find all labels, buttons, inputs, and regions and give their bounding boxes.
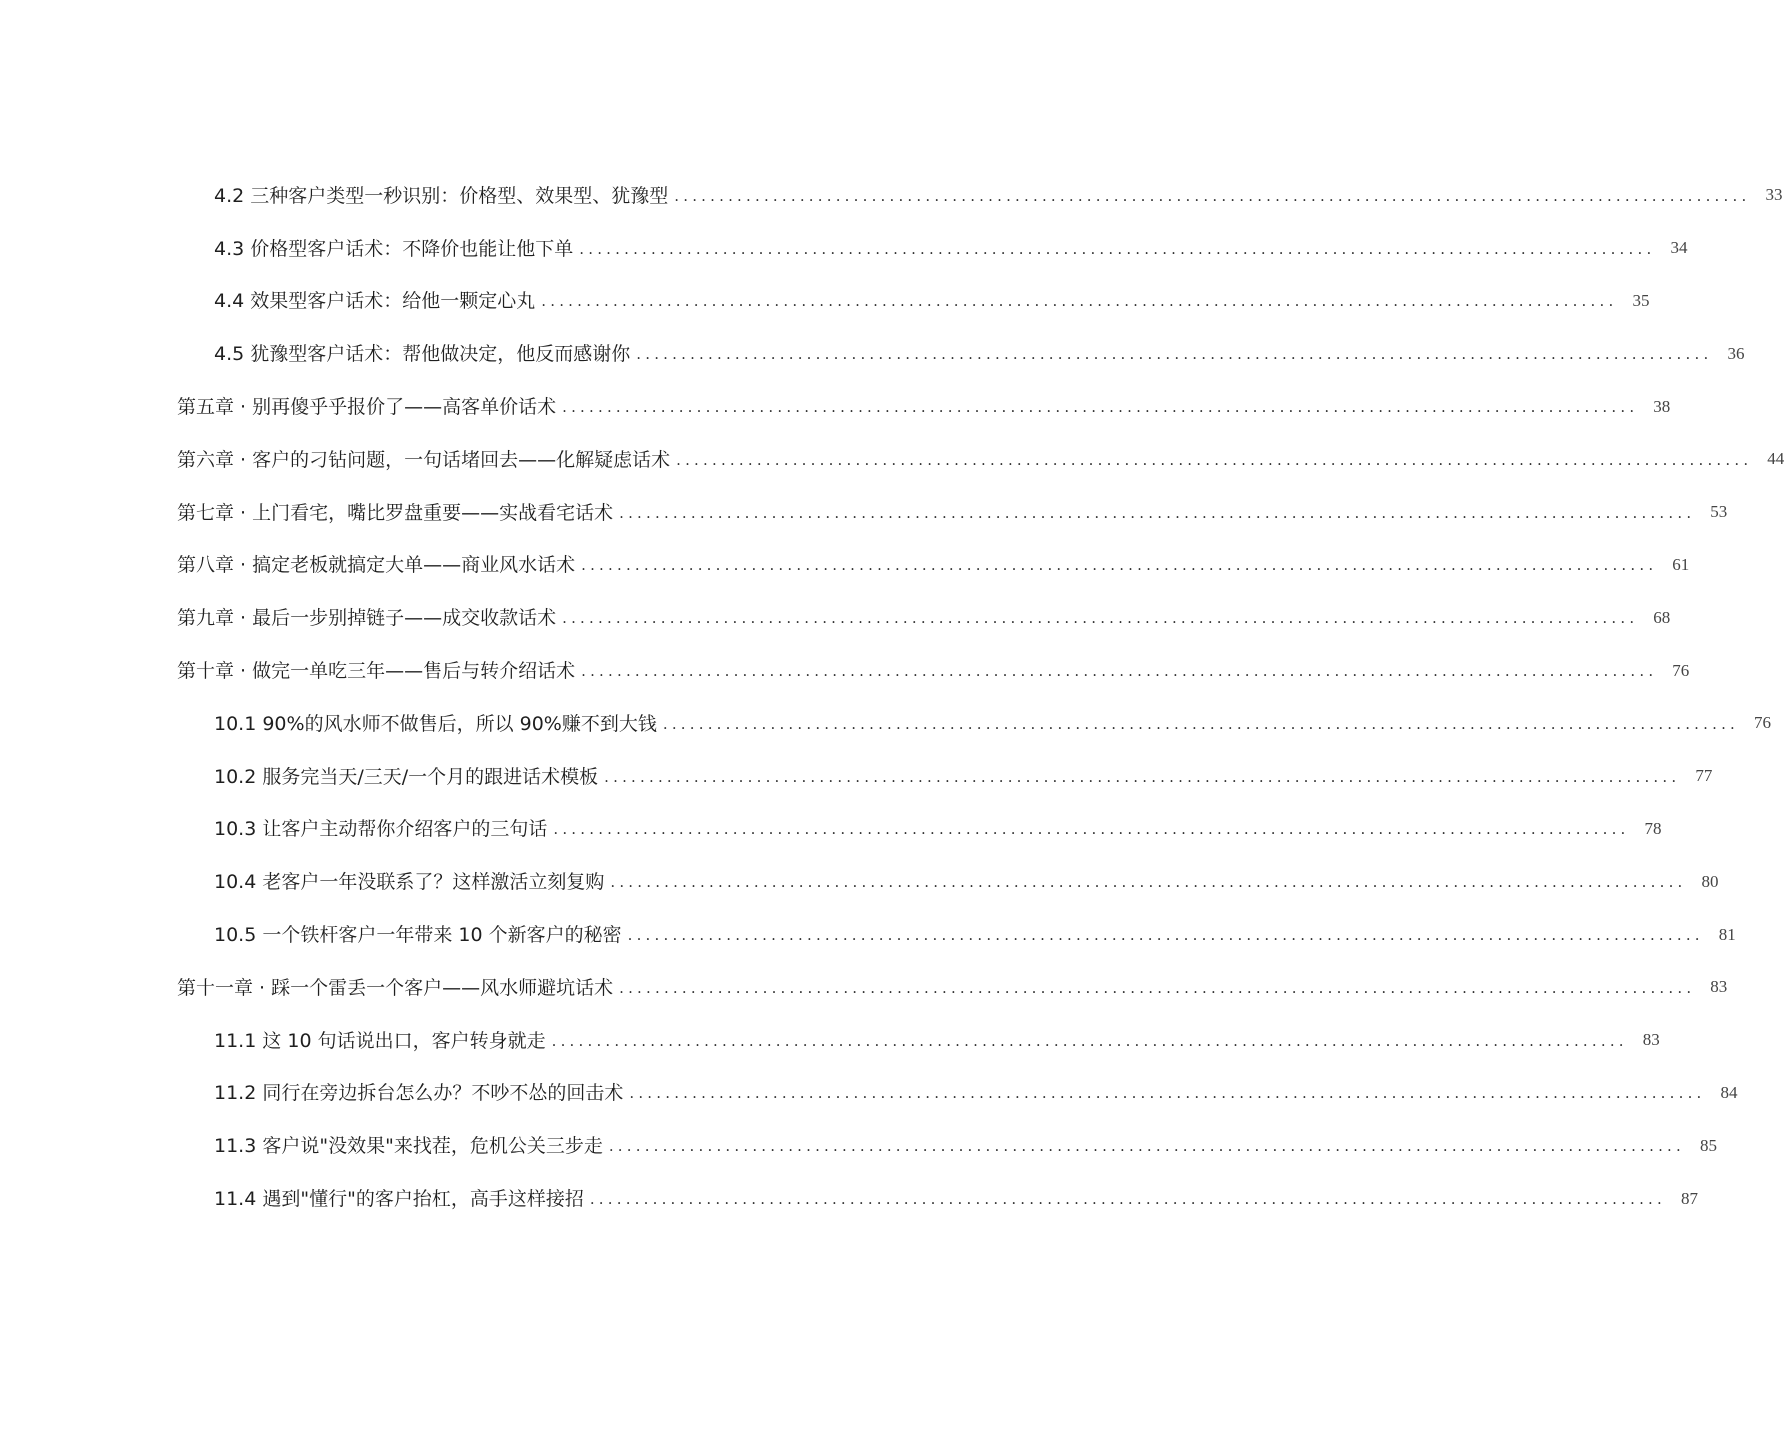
- toc-entry-title: 11.1 这 10 句话说出口，客户转身就走: [214, 1029, 546, 1052]
- dot-leader: ........................................................................................................................: [551, 1031, 1628, 1050]
- toc-entry-title: 第六章 · 客户的刁钻问题，一句话堵回去——化解疑虑话术: [177, 448, 671, 471]
- toc-entry-title: 第八章 · 搞定老板就搞定大单——商业风水话术: [177, 554, 576, 577]
- toc-page-number: 38: [1653, 396, 1671, 416]
- toc-entry-title: 10.1 90%的风水师不做售后，所以 90%赚不到大钱: [214, 712, 657, 735]
- toc-page-number: 44: [1767, 449, 1784, 469]
- toc-entry-title: 11.3 客户说"没效果"来找茬，危机公关三步走: [214, 1135, 603, 1158]
- dot-leader: ........................................................................................................................: [581, 556, 1658, 575]
- toc-entry-title: 11.4 遇到"懂行"的客户抬杠，高手这样接招: [214, 1188, 584, 1211]
- toc-page-number: 76: [1672, 660, 1690, 680]
- toc-page-number: 83: [1710, 977, 1728, 997]
- toc-page-number: 76: [1754, 713, 1772, 733]
- table-of-contents: [0, 168, 1784, 1224]
- toc-page-number: 33: [1765, 185, 1783, 205]
- toc-page-number: 80: [1701, 871, 1719, 891]
- toc-entry-title: 第七章 · 上门看宅，嘴比罗盘重要——实战看宅话术: [177, 501, 614, 524]
- toc-section-entry[interactable]: [0, 1066, 1738, 1119]
- dot-leader: ........................................................................................................................: [579, 239, 1656, 258]
- toc-section-entry[interactable]: [0, 854, 1719, 907]
- toc-entry-title: 4.5 犹豫型客户话术：帮他做决定，他反而感谢你: [214, 343, 631, 366]
- dot-leader: ........................................................................................................................: [636, 345, 1713, 364]
- toc-entry-title: 11.2 同行在旁边拆台怎么办？不吵不怂的回击术: [214, 1082, 624, 1105]
- toc-entry-title: 第十一章 · 踩一个雷丢一个客户——风水师避坑话术: [177, 976, 614, 999]
- dot-leader: ........................................................................................................................: [627, 926, 1704, 945]
- dot-leader: ........................................................................................................................: [562, 398, 1639, 417]
- toc-section-entry[interactable]: [0, 696, 1772, 749]
- toc-entry-title: 10.2 服务完当天/三天/一个月的跟进话术模板: [214, 765, 599, 788]
- toc-page-number: 81: [1718, 924, 1736, 944]
- toc-entry-title: 4.2 三种客户类型一秒识别：价格型、效果型、犹豫型: [214, 184, 669, 207]
- toc-section-entry[interactable]: [0, 749, 1713, 802]
- toc-page-number: 78: [1644, 818, 1662, 838]
- dot-leader: ........................................................................................................................: [674, 186, 1751, 205]
- toc-section-entry[interactable]: [0, 326, 1745, 379]
- toc-chapter-entry[interactable]: [0, 485, 1728, 538]
- toc-chapter-entry[interactable]: [0, 590, 1671, 643]
- toc-page-number: 87: [1681, 1188, 1698, 1208]
- toc-chapter-entry[interactable]: [0, 538, 1690, 591]
- dot-leader: ........................................................................................................................: [604, 767, 1681, 786]
- dot-leader: ........................................................................................................................: [562, 609, 1639, 628]
- toc-entry-title: 10.4 老客户一年没联系了？这样激活立刻复购: [214, 871, 605, 894]
- dot-leader: ........................................................................................................................: [553, 820, 1630, 839]
- toc-page-number: 77: [1695, 766, 1713, 786]
- dot-leader: ........................................................................................................................: [619, 503, 1696, 522]
- dot-leader: ........................................................................................................................: [662, 714, 1740, 733]
- toc-page-number: 61: [1672, 554, 1690, 574]
- toc-chapter-entry[interactable]: [0, 960, 1728, 1013]
- toc-section-entry[interactable]: [0, 274, 1650, 327]
- toc-chapter-entry[interactable]: [0, 379, 1671, 432]
- toc-chapter-entry[interactable]: [0, 643, 1690, 696]
- toc-section-entry[interactable]: [0, 1013, 1660, 1066]
- toc-page-number: 53: [1710, 502, 1728, 522]
- toc-section-entry[interactable]: [0, 907, 1736, 960]
- toc-page-number: 36: [1727, 343, 1745, 363]
- toc-chapter-entry[interactable]: [0, 432, 1784, 485]
- toc-page-number: 34: [1670, 238, 1688, 258]
- toc-section-entry[interactable]: [0, 221, 1688, 274]
- toc-section-entry[interactable]: [0, 1171, 1698, 1224]
- toc-section-entry[interactable]: [0, 168, 1783, 221]
- dot-leader: ........................................................................................................................: [610, 873, 1687, 892]
- toc-page-number: 83: [1642, 1030, 1660, 1050]
- toc-entry-title: 第九章 · 最后一步别掉链子——成交收款话术: [177, 607, 557, 630]
- toc-entry-title: 4.3 价格型客户话术：不降价也能让他下单: [214, 237, 574, 260]
- toc-section-entry[interactable]: [0, 802, 1662, 855]
- dot-leader: ........................................................................................................................: [629, 1084, 1706, 1103]
- dot-leader: ........................................................................................................................: [589, 1190, 1666, 1209]
- dot-leader: ........................................................................................................................: [541, 292, 1618, 311]
- toc-entry-title: 第十章 · 做完一单吃三年——售后与转介绍话术: [177, 660, 576, 683]
- toc-page-number: 68: [1653, 607, 1671, 627]
- toc-page-number: 84: [1720, 1082, 1738, 1102]
- dot-leader: ........................................................................................................................: [676, 450, 1753, 469]
- dot-leader: ........................................................................................................................: [608, 1137, 1685, 1156]
- toc-page-number: 35: [1632, 290, 1650, 310]
- toc-section-entry[interactable]: [0, 1118, 1717, 1171]
- dot-leader: ........................................................................................................................: [581, 662, 1658, 681]
- toc-entry-title: 10.5 一个铁杆客户一年带来 10 个新客户的秘密: [214, 924, 622, 947]
- toc-entry-title: 4.4 效果型客户话术：给他一颗定心丸: [214, 290, 536, 313]
- toc-entry-title: 第五章 · 别再傻乎乎报价了——高客单价话术: [177, 396, 557, 419]
- dot-leader: ........................................................................................................................: [619, 978, 1696, 997]
- toc-page-number: 85: [1700, 1135, 1717, 1155]
- toc-entry-title: 10.3 让客户主动帮你介绍客户的三句话: [214, 818, 548, 841]
